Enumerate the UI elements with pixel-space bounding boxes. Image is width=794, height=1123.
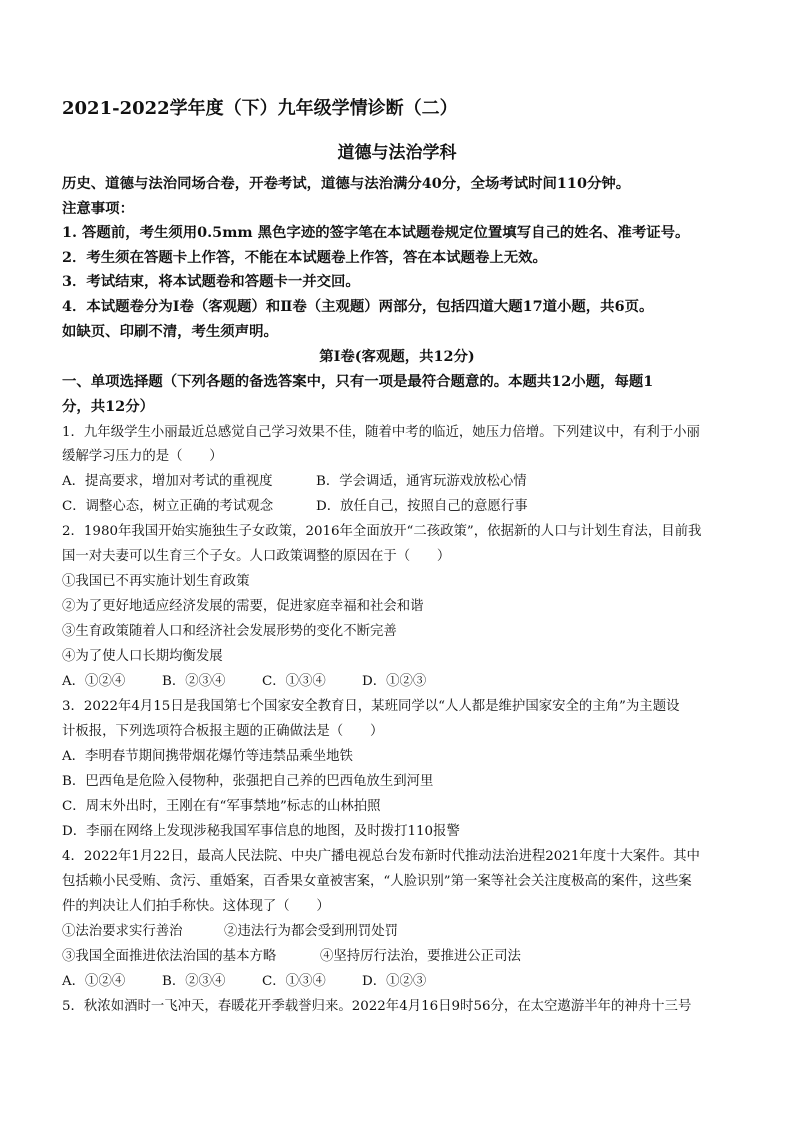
option-row — [62, 473, 527, 491]
option-d: D．①②③ — [362, 674, 427, 689]
question-stem: 5．秋浓如酒时一飞冲天，春暖花开季载誉归来。2022年4月16日9时56分，在太空遨游半年的神舟十三号 — [62, 999, 692, 1014]
option-row — [62, 973, 426, 991]
statement-row — [62, 923, 398, 941]
note-item: 1. 答题前，考生须用0.5mm 黑色字迹的签字笔在本试题卷规定位置填写自己的姓名、准考证号。 — [62, 224, 690, 241]
statement: ②为了更好地适应经济发展的需要，促进家庭幸福和社会和谐 — [62, 599, 424, 614]
notice-heading: 注意事项： — [62, 200, 134, 217]
question-stem: 国一对夫妻可以生育三个子女。人口政策调整的原因在于（ ） — [62, 549, 451, 564]
part1-heading: 第Ⅰ卷(客观题，共12分) — [319, 348, 475, 365]
statement: ①我国已不再实施计划生育政策 — [62, 574, 250, 589]
subject-title: 道德与法治学科 — [337, 143, 457, 163]
option-row — [62, 673, 426, 691]
question-stem: 件的判决让人们拍手称快。这体现了（ ） — [62, 899, 330, 914]
statement: ②违法行为都会受到刑罚处罚 — [224, 924, 399, 939]
option-c: C．调整心态，树立正确的考试观念 — [62, 499, 274, 514]
statement-row — [62, 948, 521, 966]
option-b: B．②③④ — [162, 974, 226, 989]
option-c: C．周末外出时，王刚在有“军事禁地”标志的山林拍照 — [62, 799, 381, 814]
question-stem: 2．1980年我国开始实施独生子女政策，2016年全面放开“二孩政策”，依据新的人口与计划生育法，目前我 — [62, 524, 702, 539]
option-d: D．放任自己，按照自己的意愿行事 — [316, 499, 528, 514]
question-stem: 4．2022年1月22日，最高人民法院、中央广播电视总台发布新时代推动法治进程2021年度十大案件。其中 — [62, 849, 700, 864]
option-d: D．李丽在网络上发现涉秘我国军事信息的地图，及时拨打110报警 — [62, 824, 460, 839]
statement: ④为了使人口长期均衡发展 — [62, 649, 223, 664]
option-d: D．①②③ — [362, 974, 427, 989]
option-a: A．提高要求，增加对考试的重视度 — [62, 474, 273, 489]
question-stem: 1．九年级学生小丽最近总感觉自己学习效果不佳，随着中考的临近，她压力倍增。下列建议中，有利于小丽 — [62, 425, 700, 440]
option-b: B．学会调适，通宵玩游戏放松心情 — [316, 474, 527, 489]
statement: ④坚持厉行法治，要推进公正司法 — [320, 949, 521, 964]
option-row — [62, 498, 528, 516]
note-item: 4．本试题卷分为Ⅰ卷（客观题）和Ⅱ卷（主观题）两部分，包括四道大题17道小题，共6页。 — [62, 298, 654, 315]
question-stem: 计板报，下列选项符合板报主题的正确做法是（ ） — [62, 724, 384, 739]
section-instructions: 一、单项选择题（下列各题的备选答案中，只有一项是最符合题意的。本题共12小题，每题1 — [62, 373, 654, 390]
option-c: C．①③④ — [262, 974, 326, 989]
question-stem: 缓解学习压力的是（ ） — [62, 449, 223, 464]
question-stem: 包括赖小民受贿、贪污、重婚案，百香果女童被害案，“人脸识别”第一案等社会关注度极高的案件，这些案 — [62, 874, 692, 889]
exam-info: 历史、道德与法治同场合卷，开卷考试，道德与法治满分40分，全场考试时间110分钟。 — [62, 175, 631, 192]
option-c: C．①③④ — [262, 674, 326, 689]
option-b: B．巴西龟是危险入侵物种，张强把自己养的巴西龟放生到河里 — [62, 774, 434, 789]
exam-title: 2021-2022学年度（下）九年级学情诊断（二） — [62, 98, 458, 119]
note-item: 2．考生须在答题卡上作答，不能在本试题卷上作答，答在本试题卷上无效。 — [62, 249, 547, 266]
statement: ③我国全面推进依法治国的基本方略 — [62, 949, 277, 964]
option-b: B．②③④ — [162, 674, 226, 689]
note-item: 3．考试结束，将本试题卷和答题卡一并交回。 — [62, 273, 360, 290]
option-a: A．李明春节期间携带烟花爆竹等违禁品乘坐地铁 — [62, 749, 353, 764]
option-a: A．①②④ — [62, 674, 126, 689]
note-item: 如缺页、印刷不清，考生须声明。 — [62, 323, 278, 340]
question-stem: 3．2022年4月15日是我国第七个国家安全教育日，某班同学以“人人都是维护国家安全的主角”为主题设 — [62, 699, 680, 714]
statement: ③生育政策随着人口和经济社会发展形势的变化不断完善 — [62, 624, 397, 639]
section-instructions: 分，共12分） — [62, 398, 154, 415]
statement: ①法治要求实行善治 — [62, 924, 183, 939]
option-a: A．①②④ — [62, 974, 126, 989]
